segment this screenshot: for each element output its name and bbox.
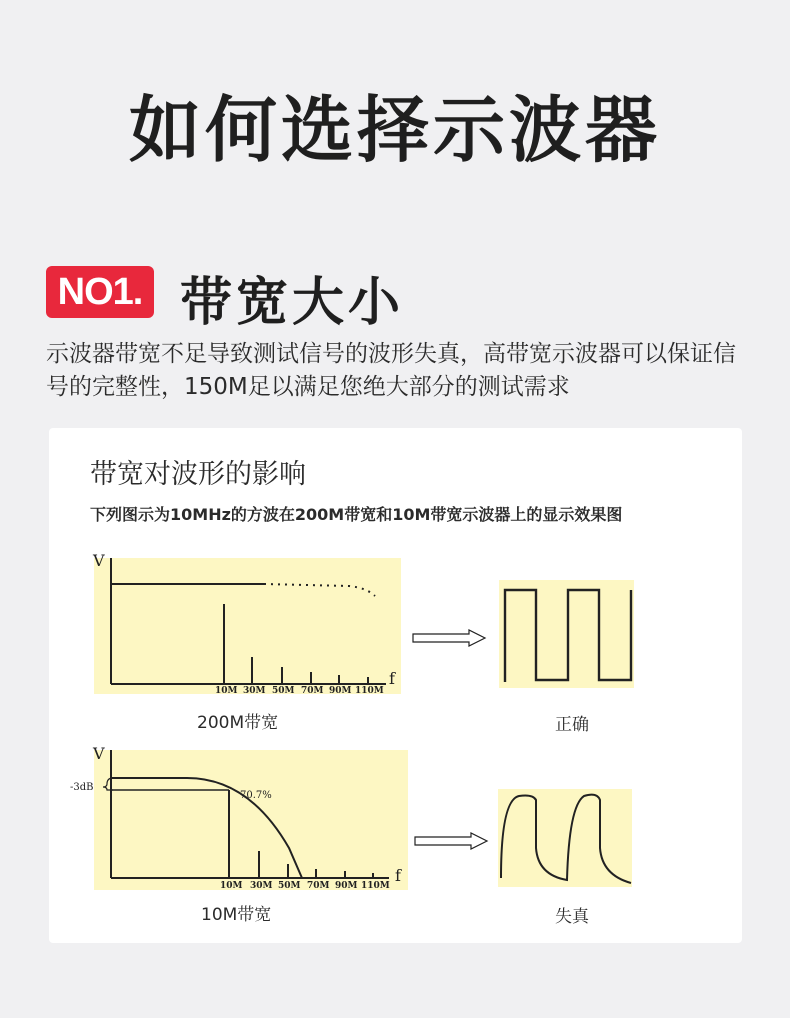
card-title: 带宽对波形的影响 [90, 459, 306, 490]
spectrum-200m-y-label: V [93, 551, 105, 570]
tick-label: 10M [220, 881, 243, 891]
spectrum-200m-x-label: f [389, 669, 395, 688]
caption-distorted: 失真 [555, 907, 589, 927]
spectrum-10m-background [94, 750, 408, 890]
arrow-right-icon [413, 630, 485, 646]
tick-label: 90M [329, 686, 352, 696]
section-title: 带宽大小 [180, 273, 405, 333]
tick-label: 50M [272, 686, 295, 696]
tick-label: 30M [243, 686, 266, 696]
minus-3db-label: -3dB [70, 782, 94, 793]
caption-10m-bandwidth: 10M带宽 [201, 905, 272, 925]
caption-correct: 正确 [555, 715, 589, 735]
square-wave-correct [499, 580, 634, 688]
section-number-badge: NO1. [46, 266, 154, 318]
tick-label: 110M [361, 881, 390, 891]
bandwidth-diagrams [49, 428, 742, 943]
tick-label: 70M [307, 881, 330, 891]
spectrum-10m-y-label: V [93, 744, 105, 763]
percent-70-7-label: 70.7% [240, 790, 272, 801]
spectrum-10m [70, 744, 408, 891]
page-title: 如何选择示波器 [128, 88, 661, 172]
tick-label: 70M [301, 686, 324, 696]
caption-200m-bandwidth: 200M带宽 [197, 713, 279, 733]
card-subtitle: 下列图示为10MHz的方波在200M带宽和10M带宽示波器上的显示效果图 [90, 505, 623, 524]
spectrum-200m [92, 551, 401, 696]
arrow-right-icon [415, 833, 487, 849]
square-wave-correct-background [499, 580, 634, 688]
section-intro-text: 示波器带宽不足导致测试信号的波形失真，高带宽示波器可以保证信号的完整性，150M足以满足您绝大部分的测试需求 [46, 341, 736, 400]
square-wave-distorted [498, 789, 632, 887]
bandwidth-effect-card [49, 428, 742, 943]
spectrum-200m-background [94, 558, 401, 694]
tick-label: 50M [278, 881, 301, 891]
tick-label: 30M [250, 881, 273, 891]
tick-label: 110M [355, 686, 384, 696]
spectrum-10m-x-label: f [395, 866, 401, 885]
tick-label: 10M [215, 686, 238, 696]
tick-label: 90M [335, 881, 358, 891]
